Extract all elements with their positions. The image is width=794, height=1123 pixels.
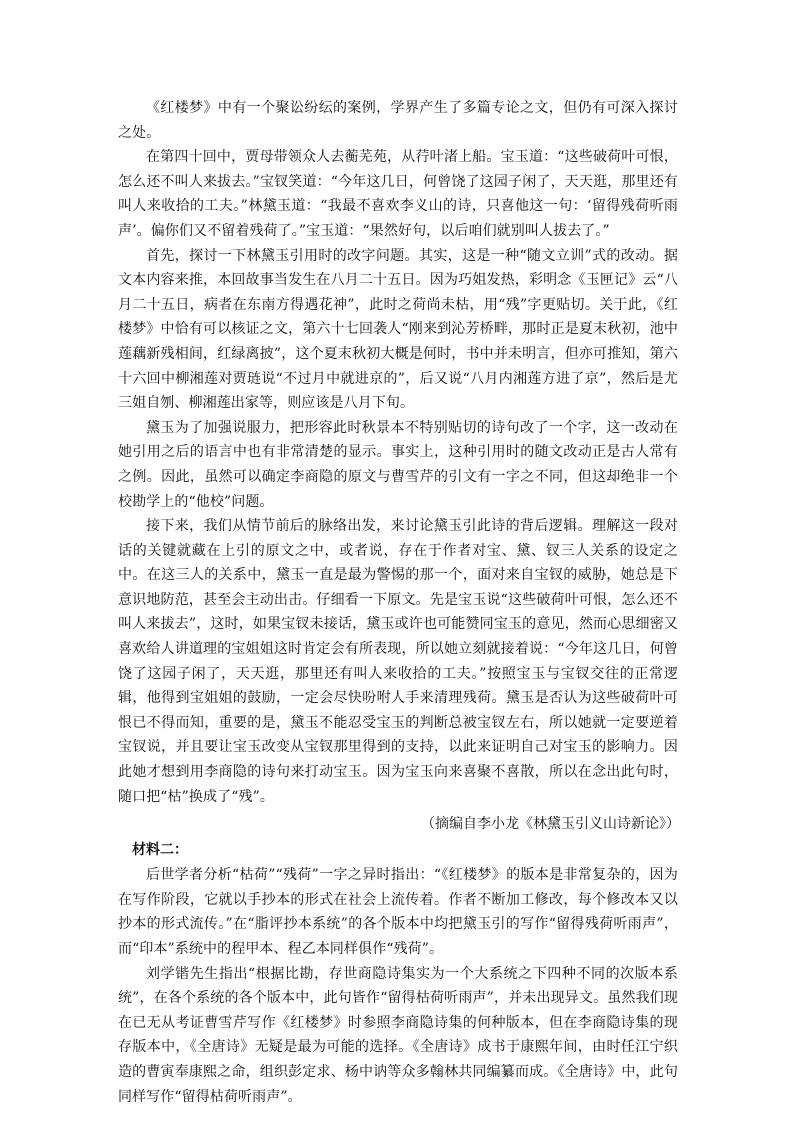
article-body — [118, 96, 678, 1109]
paragraph-quote-scene: 在第四十回中，贾母带领众人去蘅芜苑，从荇叶渚上船。宝玉道：“这些破荷叶可恨，怎么还不叫人来拔去。”宝钗笑道：“今年这几日，何曾饶了这园子闲了，天天逛，那里还有叫人来收拾的工夫。”林黛玉道：“我最不喜欢李义山的诗，只喜他这一句：‘留得残荷听雨声’。偏你们又不留着残荷了。”宝玉道：“果然好句，以后咱们就别叫人拔去了。” — [118, 149, 678, 239]
paragraph-liu-xuekai: 刘学锴先生指出“根据比勘，存世商隐诗集实为一个大系统之下四种不同的次版本系统”，在各个系统的各个版本中，此句皆作“留得枯荷听雨声”，并未出现异文。虽然我们现在已无从考证曹雪芹写作《红楼梦》时参照李商隐诗集的何种版本，但在李商隐诗集的现存版本中，《全唐诗》无疑是最为可能的选择。《全唐诗》成书于康熙年间，由时任江宁织造的曹寅奉康熙之命，组织彭定求、杨中讷等众多翰林共同编纂而成。《全唐诗》中，此句同样写作“留得枯荷听雨声”。 — [118, 965, 678, 1105]
paragraph-version-history: 后世学者分析“枯荷”“残荷”一字之异时指出：“《红楼梦》的版本是非常复杂的，因为在写作阶段，它就以手抄本的形式在社会上流传着。作者不断加工修改，每个修改本又以抄本的形式流传。”在“脂评抄本系统”的各个版本中均把黛玉引的写作“留得残荷听雨声”，而“印本”系统中的程甲本、程乙本同样俱作“残荷”。 — [118, 867, 678, 957]
source-citation: （摘编自李小龙《林黛玉引义山诗新论》） — [421, 816, 680, 833]
paragraph-character-logic: 接下来，我们从情节前后的脉络出发，来讨论黛玉引此诗的背后逻辑。理解这一段对话的关键就藏在上引的原文之中，或者说，存在于作者对宝、黛、钗三人关系的设定之中。在这三人的关系中，黛玉一直是最为警惕的那一个，面对来自宝钗的威胁，她总是下意识地防范，甚至会主动出击。仔细看一下原文。先是宝玉说“这些破荷叶可恨，怎么还不叫人来拔去”，这时，如果宝钗未接话，黛玉或许也可能赞同宝玉的意见，然而心思细密又喜欢给人讲道理的宝姐姐这时肯定会有所表现，所以她立刻就接着说：“今年这几日，何曾饶了这园子闲了，天天逛，那里还有叫人来收拾的工夫。”按照宝玉与宝钗交往的正常逻辑，他得到宝姐姐的鼓励，一定会尽快吩咐人手来清理残荷。黛玉是否认为这些破荷叶可恨已不得而知，重要的是，黛玉不能忍受宝玉的判断总被宝钗左右，所以她就一定要逆着宝钗说，并且要让宝玉改变从宝钗那里得到的支持，以此来证明自己对宝玉的影响力。因此她才想到用李商隐的诗句来打动宝玉。因为宝玉向来喜聚不喜散，所以在念出此句时，随口把“枯”换成了“残”。 — [118, 518, 678, 805]
material-two-heading: 材料二： — [132, 842, 188, 859]
paragraph-intro: 《红楼梦》中有一个聚讼纷纭的案例，学界产生了多篇专论之文，但仍有可深入探讨之处。 — [118, 100, 678, 141]
paragraph-date-analysis: 首先，探讨一下林黛玉引用时的改字问题。其实，这是一种“随文立训”式的改动。据文本内容来推，本回故事当发生在八月二十五日。因为巧姐发热，彩明念《玉匣记》云“八月二十五日，病者在东南方得遇花神”，此时之荷尚未枯，用“残”字更贴切。关于此，《红楼梦》中恰有可以核证之文，第六十七回袭人“刚来到沁芳桥畔，那时正是夏末秋初，池中莲藕新残相间，红绿离披”，这个夏末秋初大概是何时，书中并未明言，但亦可推知，第六十六回中柳湘莲对贾琏说“不过月中就进京的”，后又说“八月内湘莲方进了京”，然后是尤三姐自刎、柳湘莲出家等，则应该是八月下旬。 — [118, 247, 678, 412]
paragraph-quotation-change: 黛玉为了加强说服力，把形容此时秋景本不特别贴切的诗句改了一个字，这一改动在她引用之后的语言中也有非常清楚的显示。事实上，这种引用时的随文改动正是古人常有之例。因此，虽然可以确定李商隐的原文与曹雪芹的引文有一字之不同，但这却绝非一个校勘学上的“他校”问题。 — [118, 419, 678, 510]
